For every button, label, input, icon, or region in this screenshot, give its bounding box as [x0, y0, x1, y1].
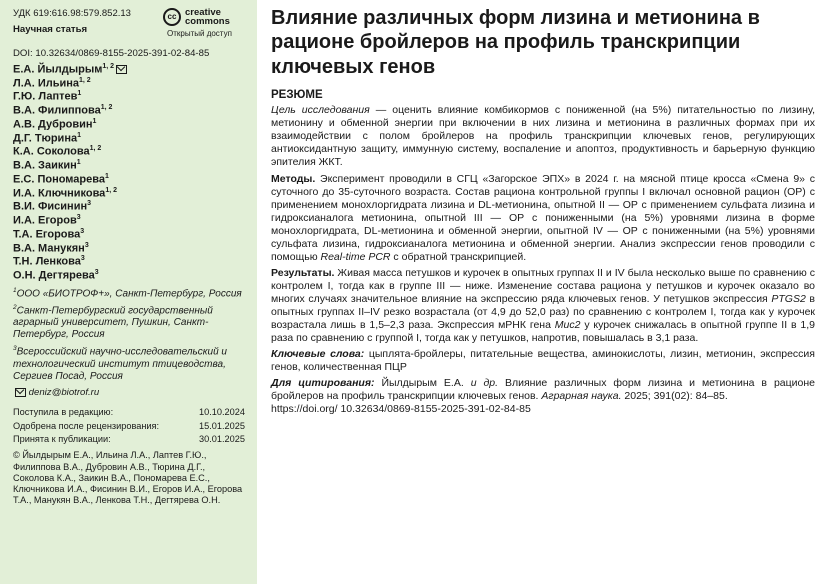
affiliation — [13, 345, 245, 382]
methods-text: Эксперимент проводили в СГЦ «Загорское ЭПХ» в 2024 г. на мясной птице кросса «Смена 9» с суточного до 35-суточного возраста. Состав рациона контрольной группы I включал основной рацион (ОР) с применением монохлоргидрата лизина и DL-метионина, опытной II — ОР с применением сульфата лизина и гидроксианалога метионина, опытной III — ОР с пониженными (на 5%) уровнями лизина в форме монохлоргидрата, DL-метионина и обменной энергии, опытной IV — ОР с пониженными (на 5%) уровнями сульфата лизина, гидроксианалога метионина и обменной энергии. Анализ экспрессии генов проводили с помощью — [271, 172, 815, 263]
author-list — [13, 63, 257, 283]
author-name — [13, 187, 257, 201]
author-name-text: Г.Ю. Лаптев — [13, 91, 78, 104]
citation-journal: Аграрная наука. — [541, 389, 622, 402]
keywords-paragraph — [271, 348, 815, 374]
author-name — [13, 104, 257, 118]
date-row — [13, 420, 245, 433]
keywords-text: цыплята-бройлеры, питательные вещества, аминокислоты, лизин, метионин, экспрессия генов, количественная ПЦР — [271, 347, 815, 373]
author-affiliation-mark: 3 — [76, 214, 81, 222]
aim-label: Цель исследования — [271, 104, 370, 117]
author-name-text: Е.А. Йылдырым — [13, 63, 103, 76]
citation-authors: Йылдырым Е.А. — [374, 376, 471, 389]
author-name-text: В.А. Заикин — [13, 159, 77, 172]
author-affiliation-mark: 1 — [104, 172, 109, 180]
citation-paragraph — [271, 377, 815, 416]
results-text-1: Живая масса петушков и курочек в опытных группах II и IV была несколько выше по сравнению с контролем I, тогда как в группе III — ниже. Изменение состава рациона у петушков и курочек оказало во многих случаях значительное влияние на экспрессию ряда ключевых генов. У петушков экспрессия — [271, 266, 815, 305]
author-name — [13, 214, 257, 228]
affiliation-text: Санкт-Петербургский государственный аграрный университет, Пушкин, Санкт-Петербург, Россия — [13, 305, 213, 341]
author-affiliation-mark: 1, 2 — [105, 186, 117, 194]
author-name — [13, 173, 257, 187]
methods-paragraph — [271, 173, 815, 264]
cc-wordmark-line1: creative — [185, 7, 221, 18]
envelope-icon — [15, 388, 26, 397]
author-name — [13, 159, 257, 173]
author-affiliation-mark: 3 — [87, 200, 92, 208]
email-address[interactable]: deniz@biotrof.ru — [28, 386, 100, 398]
author-name-text: К.А. Соколова — [13, 146, 90, 159]
results-label: Результаты. — [271, 266, 335, 279]
cc-logo — [163, 8, 255, 26]
cc-icon: cc — [163, 8, 181, 26]
author-affiliation-mark: 1 — [92, 117, 97, 125]
author-name — [13, 269, 257, 283]
author-name — [13, 77, 257, 91]
gene-muc2: Muc2 — [554, 318, 581, 331]
affiliation-mark: 3 — [13, 345, 17, 353]
citation-etal: и др. — [470, 376, 499, 389]
author-name-text: Т.Н. Ленкова — [13, 255, 81, 268]
author-name-text: О.Н. Дегтярева — [13, 269, 95, 282]
doi[interactable]: DOI: 10.32634/0869-8155-2025-391-02-84-85 — [13, 48, 210, 60]
resume-heading: РЕЗЮМЕ — [271, 89, 323, 102]
affiliation-text: ООО «БИОТРОФ+», Санкт-Петербург, Россия — [16, 288, 242, 300]
author-affiliation-mark: 3 — [80, 227, 85, 235]
author-affiliation-mark: 1, 2 — [89, 145, 102, 153]
citation-label: Для цитирования: — [271, 376, 375, 389]
author-name-text: В.А. Филиппова — [13, 104, 101, 117]
aim-paragraph — [271, 104, 815, 169]
author-name — [13, 63, 257, 77]
contact-email[interactable] — [13, 387, 257, 399]
author-name-text: Т.А. Егорова — [13, 228, 81, 241]
author-affiliation-mark: 3 — [80, 255, 85, 263]
aim-text: — оценить влияние комбикормов с пониженной (на 5%) питательностью по лизину, метионину и обменной энергии при включении в них лизина и метионина в различных формах при их взаимодействии с полом бройлеров на профиль транскрипции ключевых генов, регулирующих антиоксидантную защиту, иммунную систему, воспаление и апоптоз, продуктивность и барьерную функцию эпителия ЖКТ. — [271, 104, 815, 169]
date-label: Принята к публикации: — [13, 434, 111, 445]
creative-commons-badge[interactable] — [163, 8, 255, 39]
results-text-2: в опытных группах II–IV резко возрастала (от 4,9 до 52,0 раз) по сравнению с контролем I, тогда как у курочек возрастала лишь в 1,5–2,3 раза. Экспрессия мРНК гена — [271, 292, 815, 331]
author-affiliation-mark: 1 — [76, 159, 81, 167]
udk-code: УДК 619:616.98:579.852.13 — [13, 8, 131, 19]
envelope-icon — [116, 65, 127, 74]
author-name-text: А.В. Дубровин — [13, 118, 93, 131]
cc-wordmark-line2: commons — [185, 16, 230, 28]
author-name-text: Е.С. Пономарева — [13, 173, 105, 186]
date-value: 15.01.2025 — [199, 420, 245, 431]
open-access-label: Открытый доступ — [167, 29, 232, 39]
author-name — [13, 255, 257, 269]
affiliation-mark: 2 — [13, 304, 17, 312]
date-label: Поступила в редакцию: — [13, 407, 114, 418]
author-affiliation-mark: 1 — [77, 90, 82, 98]
author-name — [13, 200, 257, 214]
citation-issue: 2025; 391(02): 84–85. — [621, 389, 728, 402]
author-name — [13, 228, 257, 242]
date-row — [13, 406, 245, 419]
date-row — [13, 433, 245, 446]
cc-wordmark — [185, 8, 230, 26]
author-affiliation-mark: 3 — [84, 241, 89, 249]
author-name-text: В.А. Манукян — [13, 242, 85, 255]
methods-label: Методы. — [271, 172, 316, 185]
results-paragraph — [271, 267, 815, 345]
results-text-3: у курочек снижалась в опытной группе II в 1,9 раза по сравнению с группой I, тогда как у петушков, напротив, повышалась в 3,1 раза. — [271, 318, 816, 344]
author-name — [13, 132, 257, 146]
date-value: 30.01.2025 — [199, 434, 245, 445]
methods-text-end: с обратной транскрипцией. — [390, 250, 527, 263]
keywords-label: Ключевые слова: — [271, 347, 365, 360]
copyright-notice: © Йылдырым Е.А., Ильина Л.А., Лаптев Г.Ю., Филиппова В.А., Дубровин А.В., Тюрина Д.Г., Соколова К.А., Заикин В.А., Пономарева Е.С., Ключникова И.А., Фисинин В.И., Егоров И.А., Егорова Т.А., Манукян В.А., Ленкова Т.Н., Дегтярева О.Н. — [13, 450, 243, 506]
publication-dates — [13, 406, 245, 446]
author-name — [13, 90, 257, 104]
author-name-text: В.И. Фисинин — [13, 200, 88, 213]
affiliation — [13, 287, 245, 300]
author-name-text: Д.Г. Тюрина — [13, 132, 78, 145]
citation-title: Влияние различных форм лизина и метионина в рационе бройлеров на профиль транскрипции ключевых генов. — [271, 376, 815, 402]
article-type: Научная статья — [13, 23, 88, 35]
author-name-text: И.А. Егоров — [13, 214, 77, 227]
author-affiliation-mark: 1, 2 — [102, 62, 115, 70]
citation-doi-link[interactable]: https://doi.org/ 10.32634/0869-8155-2025-391-02-84-85 — [271, 402, 531, 415]
author-affiliation-mark: 1, 2 — [79, 76, 91, 84]
author-affiliation-mark: 1, 2 — [100, 104, 113, 112]
author-name — [13, 242, 257, 256]
author-name-text: Л.А. Ильина — [13, 77, 80, 90]
article-sidebar — [0, 0, 257, 584]
methods-pcr: Real-time PCR — [320, 250, 391, 263]
author-name-text: И.А. Ключникова — [13, 187, 106, 200]
author-name — [13, 118, 257, 132]
article-main — [271, 6, 815, 416]
affiliation — [13, 304, 245, 341]
affiliation-mark: 1 — [13, 286, 17, 294]
gene-ptgs2: PTGS2 — [771, 292, 806, 305]
date-value: 10.10.2024 — [199, 407, 245, 418]
author-affiliation-mark: 3 — [94, 269, 99, 276]
author-name — [13, 145, 257, 159]
article-title: Влияние различных форм лизина и метионина в рационе бройлеров на профиль транскрипции ключевых генов — [271, 7, 760, 78]
author-affiliation-mark: 1 — [77, 131, 81, 139]
affiliation-list — [13, 287, 257, 383]
date-label: Одобрена после рецензирования: — [13, 420, 160, 431]
affiliation-text: Всероссийский научно-исследовательский и технологический институт птицеводства, Сергиев Посад, Россия — [13, 346, 227, 382]
